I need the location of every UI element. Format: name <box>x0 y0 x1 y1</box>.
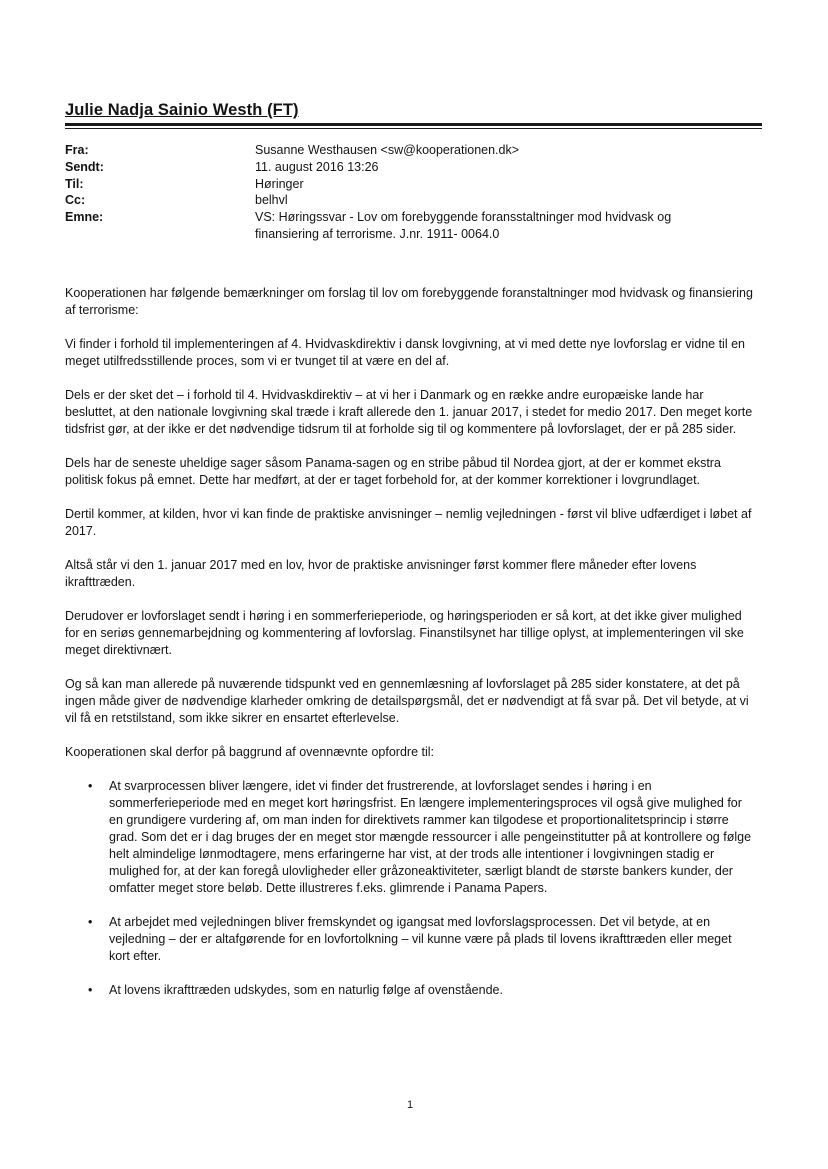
list-item-text: At arbejdet med vejledningen bliver fremskyndet og igangsat med lovforslagsprocessen. Det vil betyde, at en vejledning – der er altafgørende for en lovfortolkning – vil kunne være på plads til lovens ikrafttræden eller meget kort efter. <box>109 915 732 963</box>
list-item-text: At svarprocessen bliver længere, idet vi finder det frustrerende, at lovforslaget sendes i høring i en sommerferieperiode med en meget kort høringsfrist. En længere implementeringsproces vil også give mulighed for en grundigere vurdering af, om man inden for direktivets rammer kan tilgodese et proportionalitetsprincip i større grad. Som det er i dag bruges der en meget stor mængde ressourcer i alle pengeinstitutter på at kontrollere og følge helt almindelige lønmodtagere, mens erfaringerne har vist, at der trods alle intentioner i lovgivningen stadig er mulighed for, at der kan foregå ulovligheder eller gråzoneaktiviteter, særligt blandt de største bankers kunder, der omfatter meget store beløb. Dette illustreres f.eks. glimrende i Panama Papers. <box>109 779 752 895</box>
body-paragraph: Dels er der sket det – i forhold til 4. Hvidvaskdirektiv – at vi her i Danmark og en række andre europæiske lande har besluttet, at den nationale lovgivning skal træde i kraft allerede den 1. januar 2017, i stedet for medio 2017. Den meget korte tidsfrist gør, at der ikke er det nødvendige tidsrum til at forholde sig til og kommentere på lovforslaget, der er på 285 sider. <box>65 388 753 436</box>
list-item <box>65 914 755 965</box>
body-paragraph-intro: Kooperationen har følgende bemærkninger om forslag til lov om forebyggende foranstaltninger mod hvidvask og finansiering af terrorisme: <box>65 286 753 317</box>
bullet-icon: • <box>88 915 93 929</box>
to-value: Høringer <box>255 176 304 191</box>
sent-label: Sendt: <box>65 159 104 174</box>
body-paragraph: Dels har de seneste uheldige sager såsom Panama-sagen og en stribe påbud til Nordea gjort, at der er kommet ekstra politisk fokus på emnet. Dette har medført, at der er taget forbehold for, at der kommer korrektioner i lovgrundlaget. <box>65 456 721 487</box>
mailbox-owner-name: Julie Nadja Sainio Westh (FT) <box>65 101 299 119</box>
sent-value: 11. august 2016 13:26 <box>255 159 379 174</box>
header-row-cc <box>65 192 765 209</box>
bullet-icon: • <box>88 983 93 997</box>
body-paragraph: Altså står vi den 1. januar 2017 med en lov, hvor de praktiske anvisninger først kommer flere måneder efter lovens ikrafttræden. <box>65 558 697 589</box>
header-row-sent <box>65 159 765 176</box>
email-body <box>65 285 755 1016</box>
cc-value: belhvl <box>255 193 288 208</box>
cc-label: Cc: <box>65 193 86 208</box>
body-paragraph: Vi finder i forhold til implementeringen af 4. Hvidvaskdirektiv i dansk lovgivning, at vi med dette nye lovforslag er vidne til en meget utilfredsstillende proces, som vi er tvunget til at være en del af. <box>65 337 745 368</box>
header-divider <box>65 123 762 126</box>
list-item <box>65 982 755 999</box>
header-row-to <box>65 176 765 193</box>
bullet-icon: • <box>88 779 93 793</box>
list-item <box>65 778 755 897</box>
email-header <box>65 142 765 243</box>
from-label: Fra: <box>65 143 89 157</box>
subject-label: Emne: <box>65 210 104 225</box>
header-row-subject <box>65 209 765 243</box>
body-paragraph: Derudover er lovforslaget sendt i høring i en sommerferieperiode, og høringsperioden er så kort, at det ikke giver mulighed for en seriøs gennemarbejdning og kommentering af lovforslag. Finanstilsynet har tillige oplyst, at implementeringen vil ske meget direktivnært. <box>65 609 744 657</box>
recommendations-list <box>65 778 755 999</box>
body-paragraph: Dertil kommer, at kilden, hvor vi kan finde de praktiske anvisninger – nemlig vejledningen - først vil blive udfærdiget i løbet af 2017. <box>65 507 752 538</box>
list-item-text: At lovens ikrafttræden udskydes, som en naturlig følge af ovenstående. <box>109 983 503 997</box>
to-label: Til: <box>65 176 84 191</box>
page-number: 1 <box>406 1099 414 1111</box>
header-row-from <box>65 142 765 159</box>
subject-value: VS: Høringssvar - Lov om forebyggende foransstaltninger mod hvidvask og finansiering af terrorisme. J.nr. 1911- 0064.0 <box>255 210 672 241</box>
body-paragraph: Og så kan man allerede på nuværende tidspunkt ved en gennemlæsning af lovforslaget på 285 sider konstatere, at det på ingen måde giver de nødvendige klarheder omkring de detailspørgsmål, det er nødvendigt at få svar på. Det vil betyde, at vi vil få en retstilstand, som ikke sikrer en ensartet efterlevelse. <box>65 677 749 725</box>
header-divider-thin <box>65 128 762 129</box>
from-value: Susanne Westhausen <sw@kooperationen.dk> <box>255 143 520 157</box>
recommendations-intro: Kooperationen skal derfor på baggrund af ovennævnte opfordre til: <box>65 745 434 759</box>
